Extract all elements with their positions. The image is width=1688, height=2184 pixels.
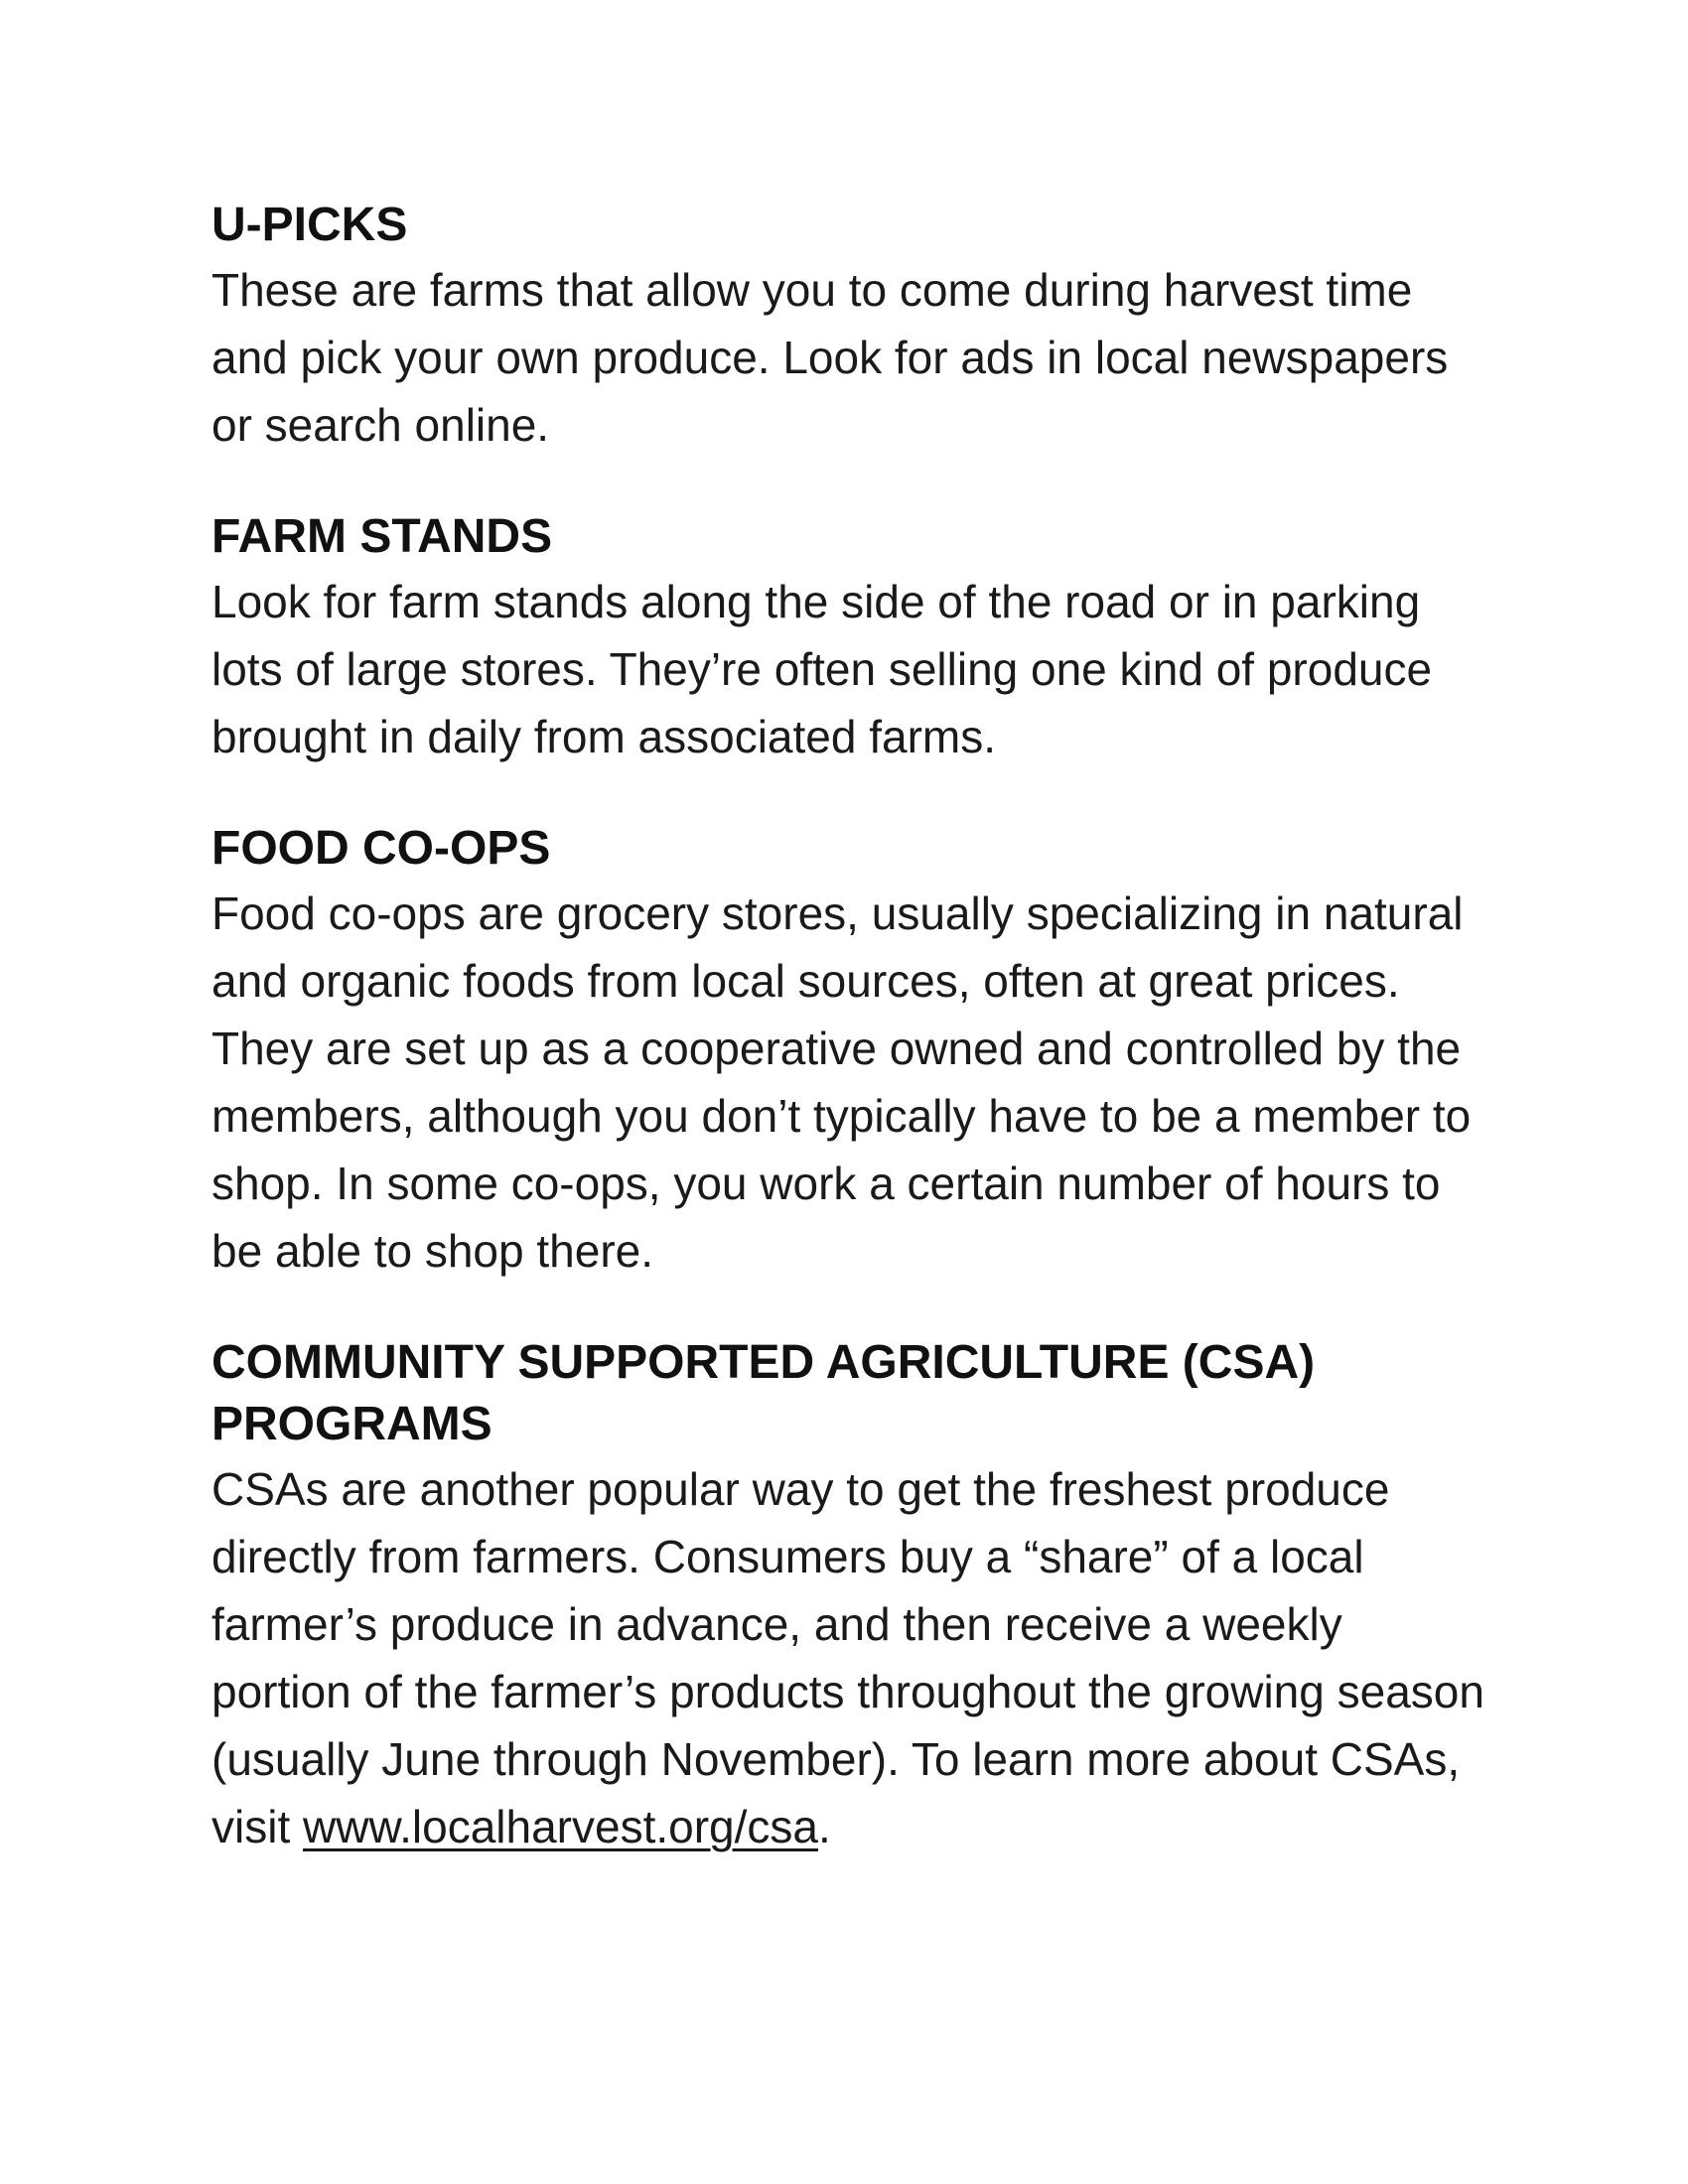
section-heading: U-PICKS (211, 199, 408, 251)
section-body (211, 1455, 1492, 1860)
section-u-picks (211, 195, 1492, 459)
section-body-text: CSAs are another popular way to get the freshest produce directly from farmers. Consumers buy a “share” of a local farmer’s produce in advance, and then receive a weekly portion of the farmer’s products throughout the growing season (usually June through November). To learn more about CSAs, visit (211, 1463, 1484, 1852)
section-heading: FARM STANDS (211, 510, 553, 563)
section-heading: COMMUNITY SUPPORTED AGRICULTURE (CSA) PROGRAMS (211, 1336, 1316, 1450)
section-body: Food co-ops are grocery stores, usually specializing in natural and organic foods from local sources, often at great prices. They are set up as a cooperative owned and controlled by the members, although you don’t typically have to be a member to shop. In some co-ops, you work a certain number of hours to be able to shop there. (211, 887, 1472, 1277)
localharvest-link[interactable]: www.localharvest.org/csa (303, 1801, 818, 1852)
section-body: Look for farm stands along the side of the road or in parking lots of large stores. They’re often selling one kind of produce brought in daily from associated farms. (211, 576, 1433, 762)
section-body-end: . (817, 1801, 831, 1852)
section-heading: FOOD CO-OPS (211, 822, 551, 875)
section-body: These are farms that allow you to come during harvest time and pick your own produce. Look for ads in local newspapers or search online. (211, 264, 1449, 451)
section-csa-programs (211, 1332, 1492, 1860)
section-farm-stands (211, 506, 1492, 770)
document-page (211, 195, 1492, 1908)
section-food-co-ops (211, 818, 1492, 1285)
